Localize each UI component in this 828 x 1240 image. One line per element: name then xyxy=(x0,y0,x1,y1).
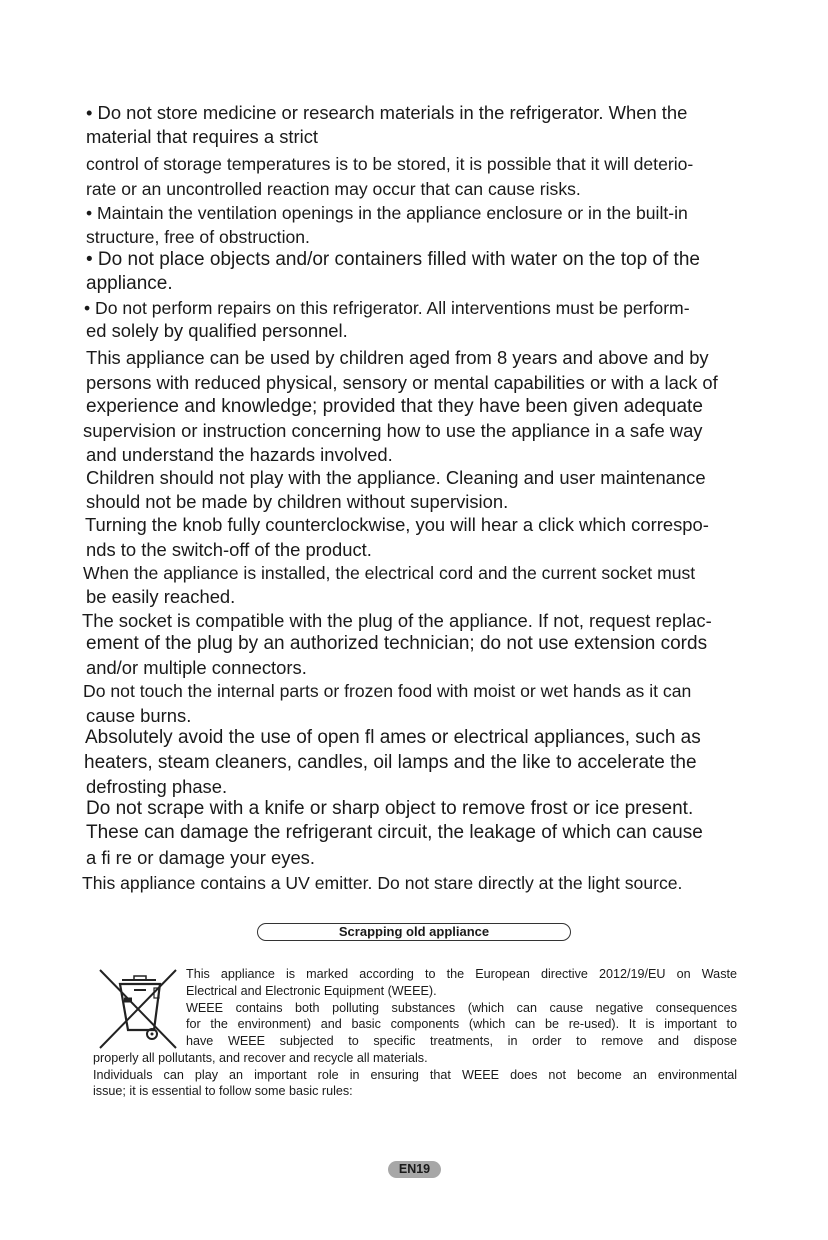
text-line: supervision or instruction concerning how to use the appliance in a safe way xyxy=(83,420,703,441)
crossed-out-wheelie-bin-icon xyxy=(96,968,178,1050)
text-line: and understand the hazards involved. xyxy=(86,444,393,465)
weee-text-line: This appliance is marked according to the European directive 2012/19/EU on Waste xyxy=(186,967,737,981)
text-line: Do not scrape with a knife or sharp object to remove frost or ice present. xyxy=(86,798,694,819)
weee-text-line: Electrical and Electronic Equipment (WEEE). xyxy=(186,984,437,998)
weee-text-line: for the environment) and basic components (which can be re-used). It is important to xyxy=(186,1017,737,1031)
text-line: persons with reduced physical, sensory or mental capabilities or with a lack of xyxy=(86,372,718,393)
text-line: appliance. xyxy=(86,273,173,294)
text-line: should not be made by children without supervision. xyxy=(86,491,509,512)
text-line: Turning the knob fully counterclockwise, you will hear a click which correspo- xyxy=(85,514,709,535)
text-line: material that requires a strict xyxy=(86,126,319,147)
weee-text-line: have WEEE subjected to specific treatments, in order to remove and dispose xyxy=(186,1034,737,1048)
text-line: • Do not place objects and/or containers filled with water on the top of the xyxy=(86,249,700,270)
text-line: heaters, steam cleaners, candles, oil lamps and the like to accelerate the xyxy=(84,752,697,773)
page-number: EN19 xyxy=(388,1161,441,1178)
text-line: be easily reached. xyxy=(86,586,236,607)
text-line: cause burns. xyxy=(86,705,192,726)
text-line: ement of the plug by an authorized technician; do not use extension cords xyxy=(86,633,708,654)
text-line: experience and knowledge; provided that they have been given adequate xyxy=(86,396,703,417)
text-line: This appliance contains a UV emitter. Do not stare directly at the light source. xyxy=(82,873,683,893)
section-title: Scrapping old appliance xyxy=(338,924,490,939)
text-line: The socket is compatible with the plug of the appliance. If not, request replac- xyxy=(82,610,712,631)
weee-text-line: WEEE contains both polluting substances (which can cause negative consequences xyxy=(186,1001,737,1015)
text-line: nds to the switch-off of the product. xyxy=(86,539,372,560)
text-line: When the appliance is installed, the electrical cord and the current socket must xyxy=(83,563,696,583)
text-line: • Do not perform repairs on this refrigerator. All interventions must be perform- xyxy=(84,298,690,318)
text-line: Absolutely avoid the use of open fl ames or electrical appliances, such as xyxy=(85,727,701,748)
text-line: These can damage the refrigerant circuit, the leakage of which can cause xyxy=(86,822,703,843)
text-line: • Do not store medicine or research materials in the refrigerator. When the xyxy=(86,102,688,123)
text-line: Children should not play with the appliance. Cleaning and user maintenance xyxy=(86,467,706,488)
weee-text-line: properly all pollutants, and recover and recycle all materials. xyxy=(93,1051,428,1065)
text-line: defrosting phase. xyxy=(86,776,228,797)
text-line: Do not touch the internal parts or frozen food with moist or wet hands as it can xyxy=(83,681,692,701)
text-line: • Maintain the ventilation openings in the appliance enclosure or in the built-in xyxy=(86,203,688,223)
section-heading-box xyxy=(257,923,571,941)
text-line: ed solely by qualified personnel. xyxy=(86,320,348,341)
text-line: This appliance can be used by children aged from 8 years and above and by xyxy=(86,347,709,368)
text-line: structure, free of obstruction. xyxy=(86,227,310,247)
weee-text-line: issue; it is essential to follow some basic rules: xyxy=(93,1084,353,1098)
text-line: control of storage temperatures is to be stored, it is possible that it will deterio- xyxy=(86,154,694,174)
text-line: and/or multiple connectors. xyxy=(86,657,307,678)
weee-text-line: Individuals can play an important role in ensuring that WEEE does not become an environmental xyxy=(93,1068,737,1082)
text-line: rate or an uncontrolled reaction may occur that can cause risks. xyxy=(86,179,581,199)
text-line: a fi re or damage your eyes. xyxy=(86,847,315,868)
